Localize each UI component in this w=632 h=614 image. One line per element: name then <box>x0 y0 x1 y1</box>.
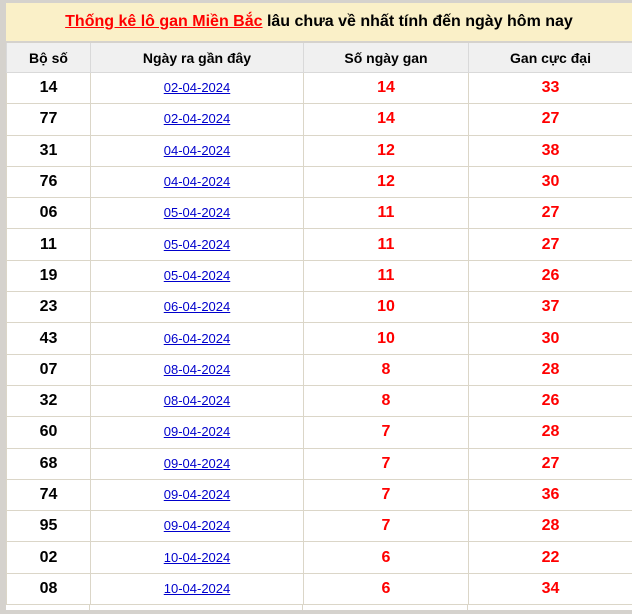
cell-gan-cuc-dai: 33 <box>469 73 632 104</box>
cell-ngay-ra <box>91 292 304 323</box>
title-text: lâu chưa về nhất tính đến ngày hôm nay <box>262 13 573 30</box>
cell-gan-cuc-dai: 28 <box>469 417 632 448</box>
cell-bo-so: 68 <box>7 448 91 479</box>
table-row <box>7 166 632 197</box>
date-link[interactable]: 09-04-2024 <box>163 424 231 440</box>
table-row <box>7 104 632 135</box>
cell-ngay-ra <box>91 260 304 291</box>
date-link[interactable]: 08-04-2024 <box>163 361 231 377</box>
cell-gan-cuc-dai: 26 <box>469 385 632 416</box>
date-link[interactable]: 05-04-2024 <box>163 205 231 221</box>
date-link[interactable]: 09-04-2024 <box>163 487 231 502</box>
column-header-gan-cuc-dai: Gan cực đại <box>469 43 632 73</box>
cell-bo-so: 76 <box>7 166 91 197</box>
table-row <box>7 135 632 166</box>
cell-so-ngay-gan: 10 <box>304 323 469 354</box>
cell-ngay-ra <box>91 573 304 604</box>
cell-bo-so: 06 <box>7 198 91 229</box>
partial-next-row <box>6 605 632 610</box>
table-row <box>7 448 632 479</box>
cell-bo-so: 19 <box>7 260 91 291</box>
date-link[interactable]: 04-04-2024 <box>163 142 231 158</box>
table-row <box>7 542 632 573</box>
cell-ngay-ra <box>91 385 304 416</box>
cell-bo-so: 23 <box>7 292 91 323</box>
cell-ngay-ra <box>91 229 304 260</box>
cell-bo-so: 60 <box>7 417 91 448</box>
column-header-bo-so: Bộ số <box>7 43 91 73</box>
cell-gan-cuc-dai: 22 <box>469 542 632 573</box>
cell-so-ngay-gan: 7 <box>304 511 469 542</box>
table-row <box>7 511 632 542</box>
cell-so-ngay-gan: 11 <box>304 198 469 229</box>
column-header-so-ngay-gan: Số ngày gan <box>304 43 469 73</box>
date-link[interactable]: 10-04-2024 <box>163 549 231 565</box>
cell-ngay-ra <box>91 166 304 197</box>
date-link[interactable]: 08-04-2024 <box>163 393 231 409</box>
cell-so-ngay-gan: 12 <box>304 135 469 166</box>
cell-ngay-ra <box>91 135 304 166</box>
cell-ngay-ra <box>91 479 304 510</box>
cell-so-ngay-gan: 14 <box>304 73 469 104</box>
cell-bo-so: 77 <box>7 104 91 135</box>
cell-ngay-ra <box>91 104 304 135</box>
cell-bo-so: 08 <box>7 573 91 604</box>
title-link[interactable]: Thống kê lô gan Miền Bắc <box>65 13 263 30</box>
table-row <box>7 479 632 510</box>
cell-gan-cuc-dai: 27 <box>469 448 632 479</box>
date-link[interactable]: 10-04-2024 <box>163 580 231 596</box>
date-link[interactable]: 06-04-2024 <box>163 299 231 315</box>
cell-so-ngay-gan: 14 <box>304 104 469 135</box>
cell-bo-so: 11 <box>7 229 91 260</box>
cell-ngay-ra <box>91 511 304 542</box>
cell-ngay-ra <box>91 417 304 448</box>
date-link[interactable]: 02-04-2024 <box>163 111 231 127</box>
cell-so-ngay-gan: 6 <box>304 573 469 604</box>
table-row <box>7 73 632 104</box>
date-link[interactable]: 06-04-2024 <box>163 330 231 346</box>
date-link[interactable]: 09-04-2024 <box>163 518 231 534</box>
table-header-row <box>7 43 632 73</box>
cell-so-ngay-gan: 12 <box>304 166 469 197</box>
cell-gan-cuc-dai: 26 <box>469 260 632 291</box>
content-area <box>6 3 632 610</box>
cell-gan-cuc-dai: 36 <box>469 479 632 510</box>
date-link[interactable]: 05-04-2024 <box>163 236 231 252</box>
lo-gan-stats-table <box>6 43 632 605</box>
column-header-ngay-ra: Ngày ra gần đây <box>91 43 304 73</box>
cell-gan-cuc-dai: 27 <box>469 229 632 260</box>
table-row <box>7 323 632 354</box>
cell-so-ngay-gan: 7 <box>304 417 469 448</box>
table-row <box>7 198 632 229</box>
table-row <box>7 573 632 604</box>
cell-gan-cuc-dai: 37 <box>469 292 632 323</box>
cell-bo-so: 02 <box>7 542 91 573</box>
cell-gan-cuc-dai: 38 <box>469 135 632 166</box>
title-band <box>6 3 632 41</box>
cell-gan-cuc-dai: 34 <box>469 573 632 604</box>
table-row <box>7 417 632 448</box>
cell-bo-so: 74 <box>7 479 91 510</box>
cell-gan-cuc-dai: 28 <box>469 511 632 542</box>
cell-bo-so: 43 <box>7 323 91 354</box>
cell-so-ngay-gan: 7 <box>304 448 469 479</box>
cell-gan-cuc-dai: 27 <box>469 198 632 229</box>
cell-gan-cuc-dai: 27 <box>469 104 632 135</box>
table-row <box>7 385 632 416</box>
cell-ngay-ra <box>91 198 304 229</box>
cell-ngay-ra <box>91 542 304 573</box>
cell-ngay-ra <box>91 323 304 354</box>
cell-so-ngay-gan: 11 <box>304 229 469 260</box>
cell-ngay-ra <box>91 354 304 385</box>
cell-bo-so: 31 <box>7 135 91 166</box>
cell-bo-so: 14 <box>7 73 91 104</box>
table-body <box>7 73 632 605</box>
date-link[interactable]: 02-04-2024 <box>163 80 231 96</box>
cell-bo-so: 95 <box>7 511 91 542</box>
date-link[interactable]: 05-04-2024 <box>163 267 231 283</box>
table-row <box>7 354 632 385</box>
date-link[interactable]: 04-04-2024 <box>163 174 231 190</box>
cell-gan-cuc-dai: 30 <box>469 323 632 354</box>
table-row <box>7 229 632 260</box>
table-row <box>7 292 632 323</box>
date-link[interactable]: 09-04-2024 <box>163 455 231 471</box>
cell-ngay-ra <box>91 73 304 104</box>
cell-so-ngay-gan: 8 <box>304 354 469 385</box>
cell-so-ngay-gan: 8 <box>304 385 469 416</box>
cell-gan-cuc-dai: 30 <box>469 166 632 197</box>
cell-ngay-ra <box>91 448 304 479</box>
cell-bo-so: 32 <box>7 385 91 416</box>
cell-so-ngay-gan: 7 <box>304 479 469 510</box>
cell-gan-cuc-dai: 28 <box>469 354 632 385</box>
cell-so-ngay-gan: 11 <box>304 260 469 291</box>
cell-bo-so: 07 <box>7 354 91 385</box>
table-row <box>7 260 632 291</box>
cell-so-ngay-gan: 10 <box>304 292 469 323</box>
cell-so-ngay-gan: 6 <box>304 542 469 573</box>
